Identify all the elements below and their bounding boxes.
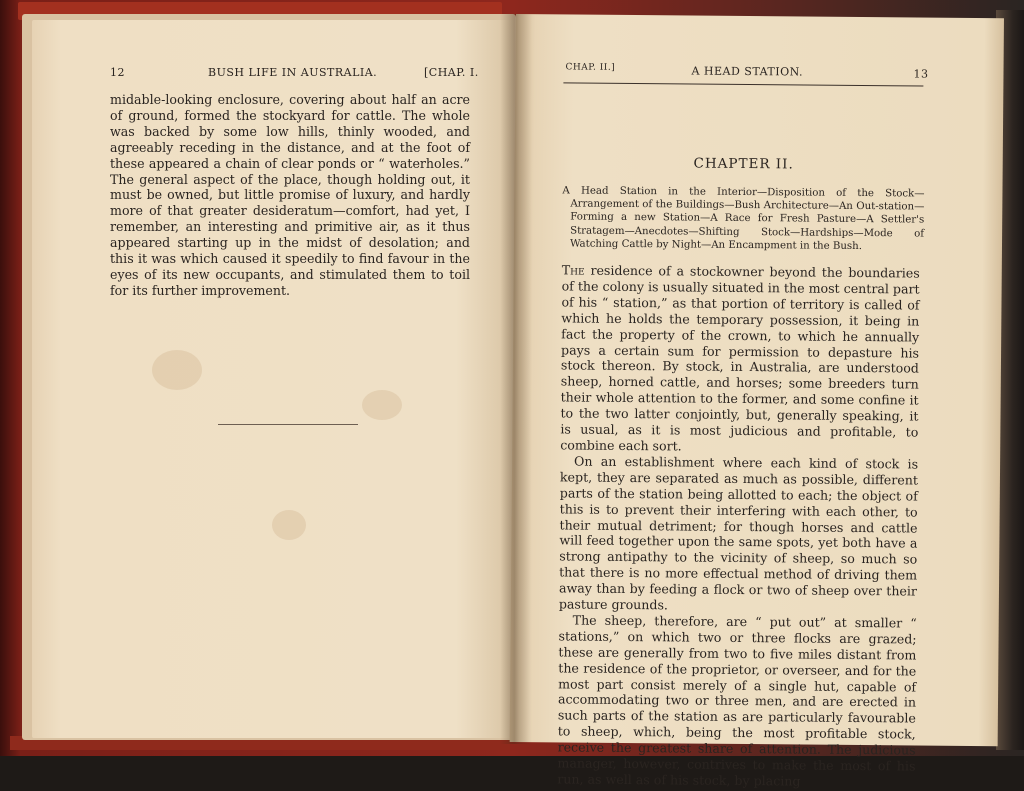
- page-number: 13: [913, 67, 929, 81]
- chapter-title: CHAPTER II.: [693, 155, 794, 173]
- paper-stain: [272, 510, 306, 540]
- paragraph: midable-looking enclosure, covering about half an acre of ground, formed the stockyard for cattle. The whole was backed by some low hills, thinly wooded, and agreeably receding in the distance, and at the foot of these appeared a chain of clear ponds or “ waterholes.” The general aspect of the place, though holding out, it must be owned, but little promise of luxury, and hardly more of that greater desideratum—comfort, had yet, I remember, an interesting and primitive air, as it thus appeared starting up in the midst of desolation; and this it was which caused it speedily to find favour in the eyes of its new occupants, and stimulated them to toil for its further improvement.: [110, 92, 470, 298]
- paper-stain: [152, 350, 202, 390]
- header-rule: [563, 82, 923, 86]
- left-page: [32, 20, 514, 738]
- right-page: [510, 14, 1004, 789]
- chapter-reference: [CHAP. I.: [424, 66, 479, 79]
- chapter-reference: CHAP. II.]: [565, 62, 616, 73]
- paper-stain: [362, 390, 402, 420]
- chapter-synopsis: A Head Station in the Interior—Disposition of the Stock—Arrangement of the Buildings—Bush Architecture—An Out-station—Forming a new Station—A Race for Fresh Pasture—A Settler's Stratagem—Anecdotes—Shifting Stock—Hardships—Mode of Watching Cattle by Night—An Encampment in the Bush.: [562, 185, 925, 252]
- paragraph: The sheep, therefore, are “ put out” at smaller “ stations,” on which two or three flocks are grazed; these are generally from two to five miles distant from the residence of the proprietor, or overseer, and for the most part consist merely of a single hut, capable of accommodating two or three men, and are erected in such parts of the station as are particularly favourable to sheep, which, being the most profitable stock, receive the greatest share of attention. The judicious manager, however, contrives to make the most of his run, as well as of his stock, by placing: [557, 612, 917, 789]
- running-title: A HEAD STATION.: [691, 64, 804, 79]
- paragraph: On an establishment where each kind of stock is kept, they are separated as much as possible, different parts of the station being allotted to each; the object of this is to prevent their interfering with each other, to their mutual detriment; for though horses and cattle will feed together upon the same spots, yet both have a strong antipathy to the vicinity of sheep, so much so that there is no more effectual method of driving them away than by feeding a flock or two of sheep over their pasture grounds.: [558, 453, 919, 613]
- section-divider: [218, 424, 358, 425]
- paragraph: [560, 262, 920, 456]
- body-text: [110, 92, 470, 299]
- opening-word: The: [561, 262, 585, 278]
- page-number: 12: [110, 66, 125, 79]
- running-title: BUSH LIFE IN AUSTRALIA.: [208, 66, 378, 79]
- paragraph-text: residence of a stockowner beyond the boundaries of the colony is usually situated in the most central part of his “ station,” as that portion of territory is called of which he holds the temporary possession, it being in fact the property of the crown, to which he annually pays a certain sum for permission to depasture his stock thereon. By stock, in Australia, are understood sheep, horned cattle, and horses; some breeders turn their whole attention to the former, and some confine it to the two latter conjointly, but, generally speaking, it is usual, as it is most judicious and profitable, to combine each sort.: [560, 262, 920, 454]
- body-text: [557, 262, 920, 790]
